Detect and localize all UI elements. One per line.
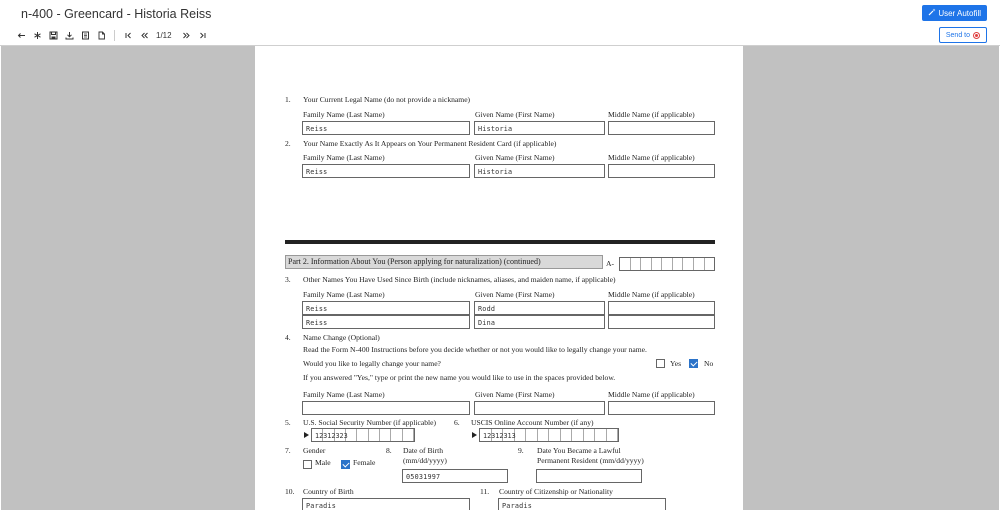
male-label: Male [315, 458, 331, 467]
column-label-family: Family Name (Last Name) [303, 290, 385, 299]
user-autofill-button[interactable] [922, 5, 987, 21]
question-number: 1. [285, 95, 291, 104]
send-to-button[interactable] [939, 27, 987, 43]
document-title: n-400 - Greencard - Historia Reiss [21, 7, 212, 21]
question-number: 11. [480, 487, 490, 496]
uscis-account-value: 12312313 [483, 432, 516, 440]
previous-page-icon[interactable] [137, 28, 151, 42]
a-number-label: A- [606, 259, 615, 268]
q8-format: (mm/dd/yyyy) [403, 456, 447, 465]
column-label-given: Given Name (First Name) [475, 390, 555, 399]
arrow-icon [472, 432, 477, 438]
toolbar-divider [114, 30, 115, 41]
yes-label: Yes [670, 359, 682, 368]
column-label-middle: Middle Name (if applicable) [608, 110, 695, 119]
q4-question: Would you like to legally change your name? [303, 359, 441, 368]
column-label-family: Family Name (Last Name) [303, 390, 385, 399]
permanent-resident-date-field[interactable] [536, 469, 642, 483]
q1-given-name-field[interactable]: Historia [474, 121, 605, 135]
date-of-birth-field[interactable]: 05031997 [402, 469, 508, 483]
country-of-birth-field[interactable]: Paradis [302, 498, 470, 510]
q3-row2-middle-field[interactable] [608, 315, 715, 329]
female-label: Female [353, 458, 376, 467]
ssn-value: 12312323 [315, 432, 348, 440]
page-indicator: 1/12 [156, 30, 172, 40]
uscis-account-field[interactable] [479, 428, 619, 442]
target-icon [973, 32, 980, 39]
column-label-middle: Middle Name (if applicable) [608, 290, 695, 299]
column-label-family: Family Name (Last Name) [303, 110, 385, 119]
q6-label: USCIS Online Account Number (if any) [471, 418, 594, 427]
q1-middle-name-field[interactable] [608, 121, 715, 135]
undo-icon[interactable] [14, 28, 28, 42]
q4-instructions: Read the Form N-400 Instructions before you decide whether or not you would like to legally change your name. [303, 345, 647, 354]
question-number: 4. [285, 333, 291, 342]
q3-row2-given-field[interactable]: Dina [474, 315, 605, 329]
arrow-icon [304, 432, 309, 438]
gender-male-checkbox[interactable] [303, 460, 312, 469]
question-number: 6. [454, 418, 460, 427]
pdf-toolbar [14, 28, 212, 42]
q9-label: Date You Became a Lawful [537, 446, 621, 455]
question-number: 2. [285, 139, 291, 148]
column-label-given: Given Name (First Name) [475, 153, 555, 162]
column-label-given: Given Name (First Name) [475, 290, 555, 299]
magic-wand-icon [928, 8, 936, 18]
q11-label: Country of Citizenship or Nationality [499, 487, 613, 496]
part-top-rule [285, 240, 715, 244]
q7-label: Gender [303, 446, 326, 455]
q2-given-name-field[interactable]: Historia [474, 164, 605, 178]
first-page-icon[interactable] [121, 28, 135, 42]
next-page-icon[interactable] [180, 28, 194, 42]
q8-label: Date of Birth [403, 446, 444, 455]
q1-label: Your Current Legal Name (do not provide a nickname) [303, 95, 471, 104]
pdf-viewer[interactable] [1, 46, 999, 510]
download-icon[interactable] [62, 28, 76, 42]
print-icon[interactable] [78, 28, 92, 42]
a-number-field[interactable] [619, 257, 715, 271]
q2-middle-name-field[interactable] [608, 164, 715, 178]
question-number: 8. [386, 446, 392, 455]
question-number: 3. [285, 275, 291, 284]
q3-row1-middle-field[interactable] [608, 301, 715, 315]
no-label: No [704, 359, 714, 368]
part-2-header-text: Part 2. Information About You (Person applying for naturalization) (continued) [288, 257, 541, 266]
last-page-icon[interactable] [196, 28, 210, 42]
q3-row2-family-field[interactable]: Reiss [302, 315, 470, 329]
q4-label: Name Change (Optional) [303, 333, 380, 342]
document-icon[interactable] [94, 28, 108, 42]
question-number: 5. [285, 418, 291, 427]
country-of-citizenship-field[interactable]: Paradis [498, 498, 666, 510]
q3-label: Other Names You Have Used Since Birth (include nicknames, aliases, and maiden name, if applicable) [303, 275, 616, 284]
change-name-no-checkbox[interactable] [689, 359, 698, 368]
new-family-name-field[interactable] [302, 401, 470, 415]
q10-label: Country of Birth [303, 487, 354, 496]
part-2-header [285, 255, 603, 269]
q9-format: Permanent Resident (mm/dd/yyyy) [537, 456, 644, 465]
column-label-middle: Middle Name (if applicable) [608, 153, 695, 162]
question-number: 9. [518, 446, 524, 455]
q3-row1-given-field[interactable]: Rodd [474, 301, 605, 315]
question-number: 7. [285, 446, 291, 455]
send-to-label: Send to [945, 31, 970, 39]
q1-family-name-field[interactable]: Reiss [302, 121, 470, 135]
column-label-middle: Middle Name (if applicable) [608, 390, 695, 399]
change-name-yes-checkbox[interactable] [656, 359, 665, 368]
top-bar [0, 0, 1000, 46]
q4-if-yes-instructions: If you answered "Yes," type or print the new name you would like to use in the spaces provided below. [303, 373, 616, 382]
q2-label: Your Name Exactly As It Appears on Your Permanent Resident Card (if applicable) [303, 139, 557, 148]
q3-row1-family-field[interactable]: Reiss [302, 301, 470, 315]
question-number: 10. [285, 487, 295, 496]
pdf-page-1 [255, 46, 743, 242]
q2-family-name-field[interactable]: Reiss [302, 164, 470, 178]
gender-female-checkbox[interactable] [341, 460, 350, 469]
ssn-field[interactable] [311, 428, 415, 442]
q5-label: U.S. Social Security Number (if applicable) [303, 418, 437, 427]
column-label-given: Given Name (First Name) [475, 110, 555, 119]
user-autofill-label: User Autofill [938, 8, 981, 18]
new-middle-name-field[interactable] [608, 401, 715, 415]
new-given-name-field[interactable] [474, 401, 605, 415]
column-label-family: Family Name (Last Name) [303, 153, 385, 162]
pdf-page-2 [255, 214, 743, 510]
save-icon[interactable] [46, 28, 60, 42]
redo-icon[interactable] [30, 28, 44, 42]
